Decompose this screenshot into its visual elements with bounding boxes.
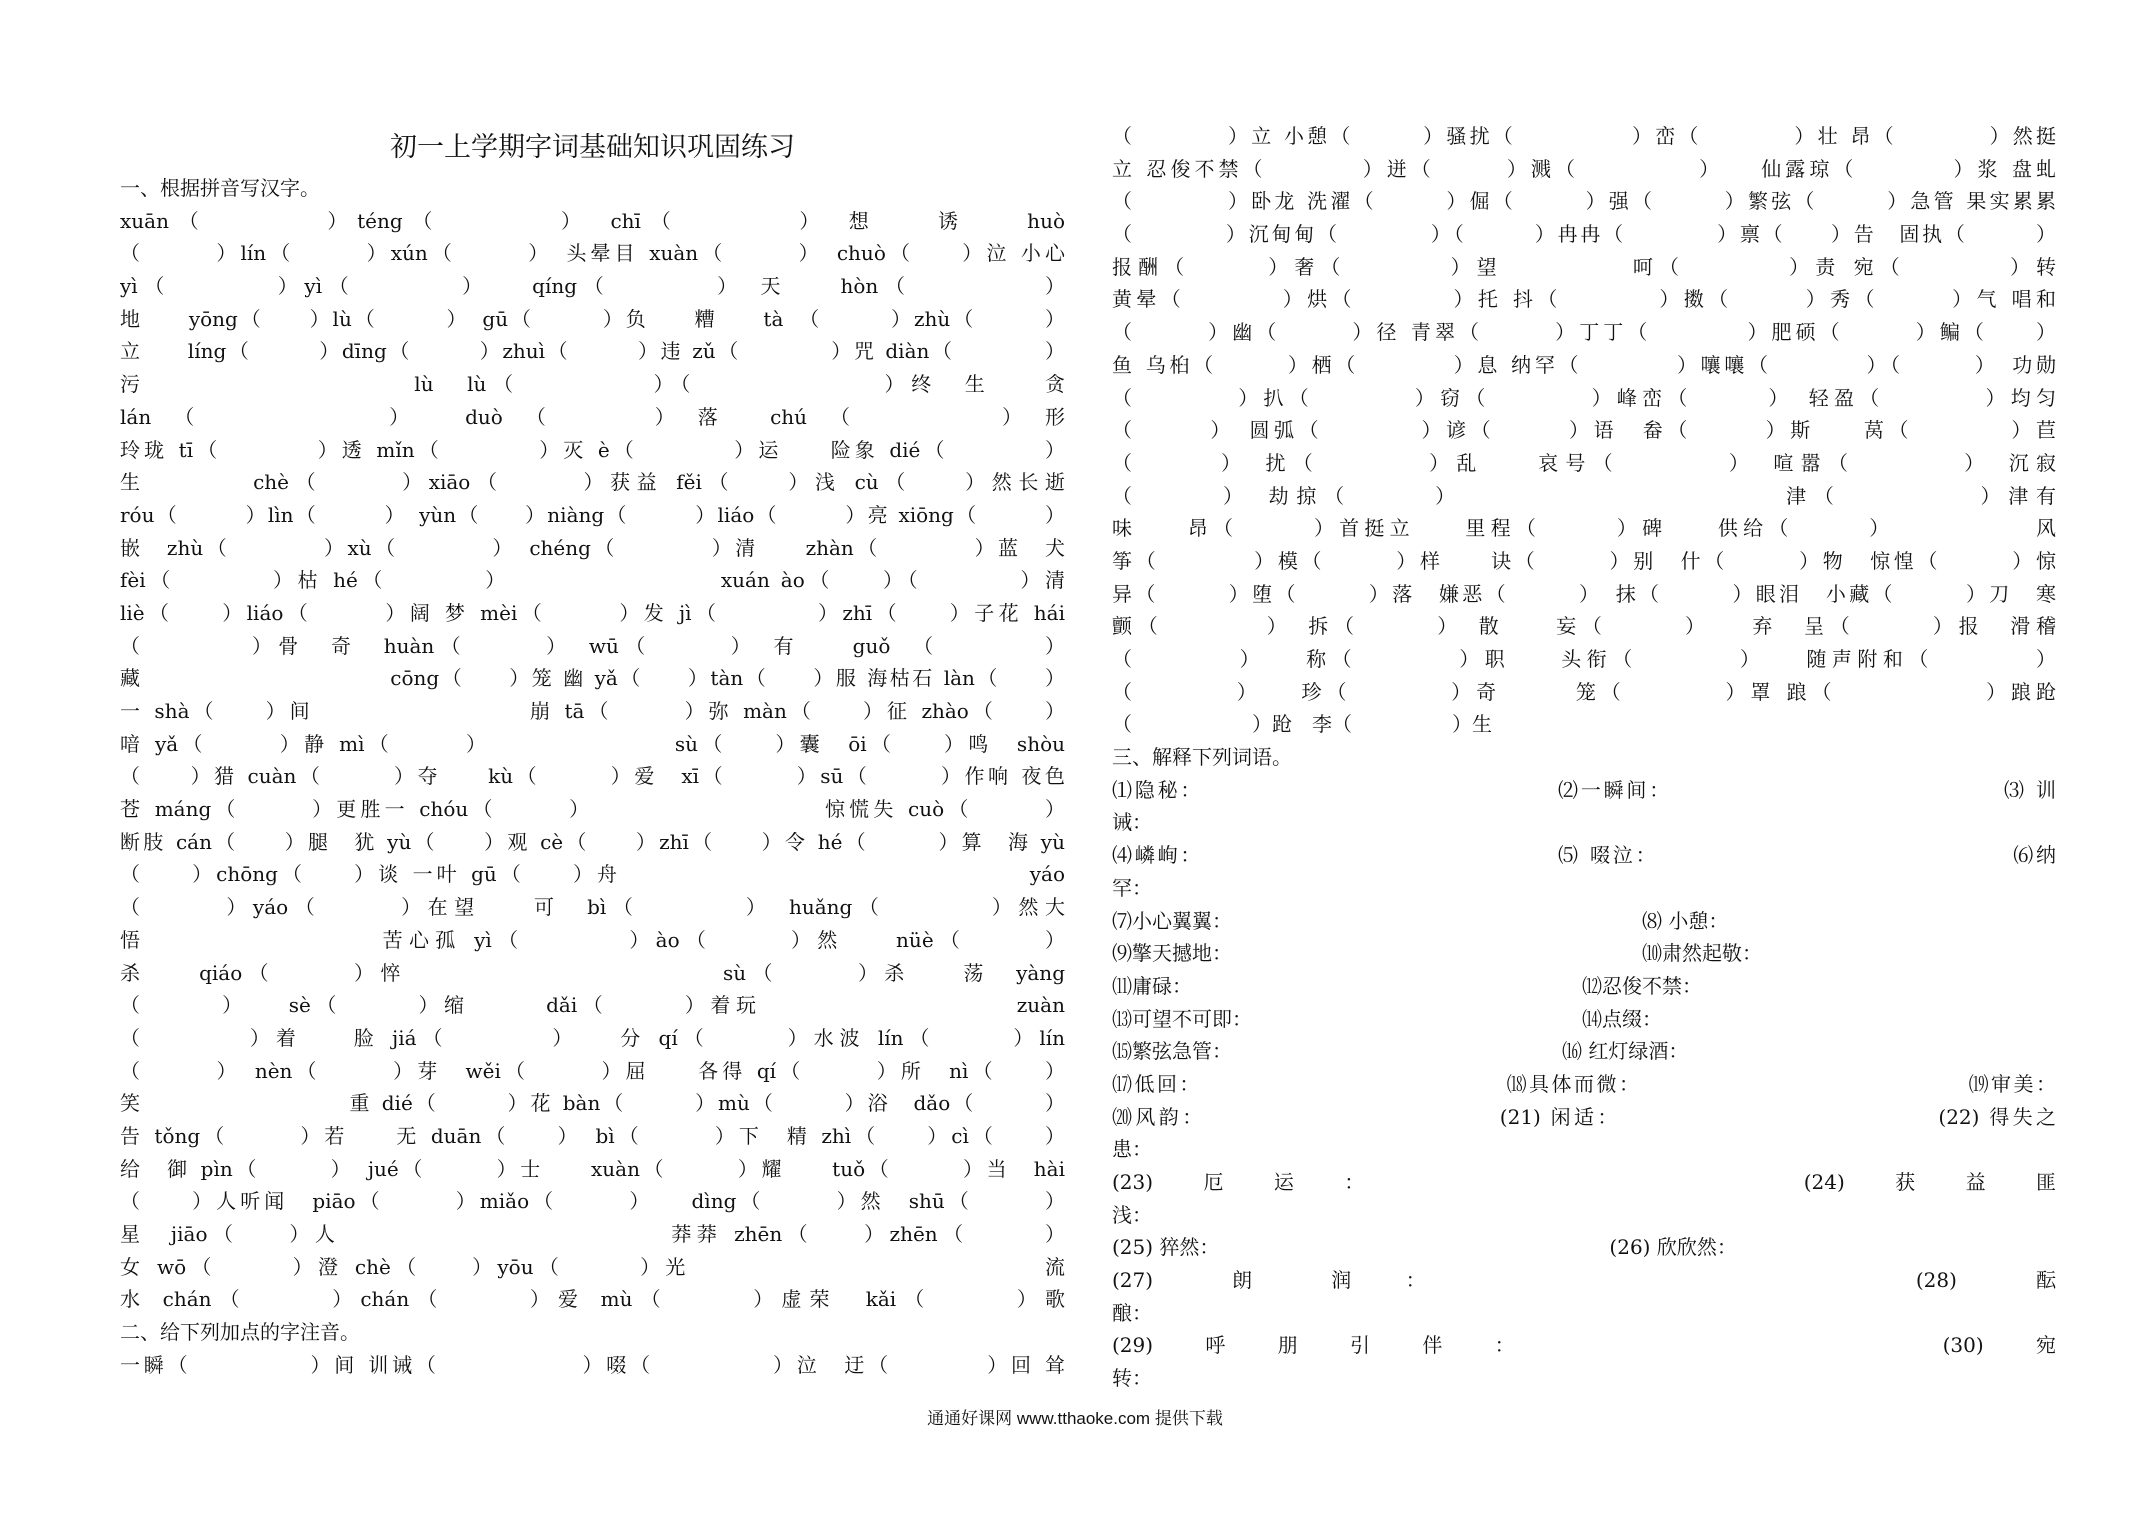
exercise-line: （ ）lín（ ）xún（ ） 头晕目 xuàn（ ） chuò（ ）泣 小心 [120, 241, 1065, 266]
exercise-line: ⒀可望不可即： ⒁点缀： [1112, 1006, 1662, 1031]
exercise-line: （ ） nèn（ ）芽 wěi（ ）屈 各得 qí（ ）所 nì（ ） [120, 1058, 1065, 1083]
exercise-line: ⒄低回： ⒅具体而微： ⒆审美： [1112, 1071, 2056, 1096]
exercise-line: 喑 yǎ（ ）静 mì（ ） sù（ ）囊 ōi（ ）鸣 shòu [120, 731, 1065, 756]
exercise-line: （ ）chōng（ ）谈 一叶 gū（ ）舟 yáo [120, 862, 1065, 887]
exercise-line: （ ） 称（ ）职 头衔（ ） 随声附和（ ） [1112, 647, 2056, 671]
exercise-line: 味 昂（ ）首挺立 里程（ ）碑 供给（ ） 风 [1112, 516, 2056, 541]
exercise-line: ⑷嶙峋： ⑸ 啜泣： ⑹纳 [1112, 843, 2056, 868]
exercise-line: (25) 猝然： (26) 欣欣然： [1112, 1235, 1737, 1260]
exercise-line: 星 jiāo（ ）人 莽莽 zhēn（ ）zhēn（ ） [120, 1222, 1065, 1246]
exercise-line: yì（ ）yì（ ） qíng（ ） 天 hòn（ ） [120, 274, 1065, 299]
exercise-line: （ ）扒（ ）窃（ ）峰峦（ ） 轻盈（ ）均匀 [1112, 385, 2056, 410]
exercise-line: xuān（ ）téng（ ） chī（ ） 想 诱 huò [120, 208, 1065, 233]
section-heading: 一、根据拼音写汉字。 [120, 176, 320, 200]
exercise-line: （ ）猎 cuàn（ ）夺 kù（ ）爱 xī（ ）sū（ ）作响 夜色 [120, 764, 1065, 789]
exercise-line: ⑺小心翼翼： ⑻ 小憩： [1112, 908, 1729, 933]
exercise-line: ⒇风韵： (21) 闲适： (22) 得失之 [1112, 1104, 2056, 1129]
exercise-line: （ ）yáo（ ）在望 可 bì（ ） huǎng（ ）然大 [120, 895, 1065, 920]
exercise-line: 生 chè（ ）xiāo（ ）获益 fěi（ ）浅 cù（ ）然长逝 [120, 470, 1065, 495]
exercise-line: 鱼 乌桕（ ）栖（ ）息 纳罕（ ）嚷嚷（ ）（ ） 功勋 [1112, 352, 2056, 377]
exercise-line: （ ）骨 奇 huàn（ ） wū（ ） 有 guǒ （ ） [120, 633, 1065, 658]
exercise-line: ⒂繁弦急管： ⒃ 红灯绿酒： [1112, 1039, 1689, 1064]
exercise-line: 悟 苦心孤 yì（ ）ào（ ）然 nüè（ ） [120, 927, 1065, 952]
exercise-line: （ ） 圆弧（ ）谚（ ）语 畚（ ）斯 莴（ ）苣 [1112, 418, 2056, 443]
exercise-line: ⑴隐秘： ⑵一瞬间： ⑶ 训 [1112, 777, 2056, 802]
exercise-line: （ ） sè（ ）缩 dǎi（ ）着玩 zuàn [120, 993, 1065, 1018]
exercise-line: 告 tǒng（ ）若 无 duān（ ） bì（ ）下 精 zhì（ ）cì（ ） [120, 1123, 1065, 1148]
exercise-line: 杀 qiáo（ ）悴 sù（ ）杀 荡 yàng [120, 960, 1065, 985]
exercise-line: 断肢 cán（ ）腿 犹 yù（ ）观 cè（ ）zhī（ ）令 hé（ ）算 海 yù [120, 829, 1065, 854]
exercise-line: 笑 重 dié（ ）花 bàn（ ）mù（ ）浴 dǎo（ ） [120, 1091, 1065, 1116]
exercise-line: 污 lù lù（ ）（ ）终 生 贪 [120, 372, 1065, 397]
left-exercise-lines [120, 172, 1065, 1381]
exercise-line: (29) 呼 朋 引 伴 ： (30) 宛 [1112, 1333, 2056, 1358]
exercise-line: 地 yōng（ ）lù（ ） gū（ ）负 糟 tà （ ）zhù（ ） [120, 306, 1065, 331]
exercise-line: （ ）立 小憩（ ）骚扰（ ）峦（ ）壮 昂（ ）然挺 [1112, 124, 2056, 148]
exercise-line: 转： [1112, 1366, 1152, 1391]
exercise-line: 立 líng（ ）dīng（ ）zhuì（ ）违 zǔ（ ）咒 diàn（ ） [120, 339, 1065, 364]
footer-credit: 通通好课网 www.tthaoke.com 提供下载 [927, 1409, 1223, 1428]
exercise-line: (27) 朗 润 ： (28) 酝 [1112, 1268, 2056, 1293]
exercise-line: 给 御 pìn（ ） jué（ ）士 xuàn（ ）耀 tuǒ（ ）当 hài [120, 1156, 1065, 1181]
exercise-line: lán（ ） duò（ ）落 chú（ ）形 [120, 404, 1065, 429]
exercise-line: 藏 cōng（ ）笼 幽 yǎ（ ）tàn（ ）服 海枯石 làn（ ） [120, 666, 1065, 691]
left-column [120, 128, 1065, 1381]
exercise-line: 诫： [1112, 810, 1152, 835]
exercise-line: 筝（ ）模（ ）样 诀（ ）别 什（ ）物 惊惶（ ）惊 [1112, 548, 2056, 573]
exercise-line: ⑾庸碌： ⑿忍俊不禁： [1112, 973, 1702, 998]
exercise-line: 罕： [1112, 875, 1152, 900]
exercise-line: 嵌 zhù（ ）xù（ ） chéng（ ）清 zhàn（ ）蓝 犬 [120, 535, 1065, 560]
exercise-line: 一瞬（ ）间 训诫（ ）啜（ ）泣 迂（ ）回 耸 [120, 1352, 1065, 1377]
exercise-line: （ ）着 脸 jiá（ ） 分 qí（ ）水波 lín（ ）lín [120, 1025, 1065, 1050]
exercise-line: （ ） 劫掠（ ） 津（ ）津有 [1112, 483, 2056, 508]
exercise-line: 浅： [1112, 1202, 1152, 1227]
exercise-line: 黄晕（ ）烘（ ）托 抖（ ）擞（ ）秀（ ）气 唱和 [1112, 287, 2056, 312]
exercise-line: （ ）幽（ ）径 青翠（ ）丁丁（ ）肥硕（ ）鳊（ ） [1112, 320, 2056, 345]
section-heading: 二、给下列加点的字注音。 [120, 1320, 360, 1345]
exercise-line: 苍 máng（ ）更胜一 chóu（ ） 惊慌失 cuò（ ） [120, 797, 1065, 822]
right-exercise-lines [1112, 120, 2056, 1395]
exercise-line: 玲珑 tī（ ）透 mǐn（ ）灭 è（ ）运 险象 dié（ ） [120, 437, 1065, 462]
exercise-line: （ ）沉甸甸（ ）（ ）冉冉（ ）禀（ ）告 固执（ ） [1112, 222, 2056, 247]
exercise-line: liè（ ）liáo（ ）阔 梦 mèi（ ）发 jì（ ）zhī（ ）子花 hái [120, 600, 1065, 625]
section-heading: 三、解释下列词语。 [1112, 745, 1292, 770]
exercise-line: (23) 厄 运 ： (24) 获 益 匪 [1112, 1170, 2056, 1194]
exercise-line: fèi（ ）枯 hé（ ） xuán ào（ ）（ ）清 [120, 568, 1065, 593]
exercise-line: （ ）人听闻 piāo（ ）miǎo（ ） dìng（ ）然 shū（ ） [120, 1189, 1065, 1214]
exercise-line: 颤（ ） 拆（ ） 散 妄（ ） 弃 呈（ ）报 滑稽 [1112, 614, 2056, 639]
exercise-line: 报酬（ ）奢（ ）望 呵（ ）责 宛（ ）转 [1112, 254, 2056, 279]
exercise-line: 异（ ）堕（ ）落 嫌恶（ ） 抹（ ）眼泪 小藏（ ）刀 寒 [1112, 581, 2056, 606]
exercise-line: ⑼擎天撼地： ⑽肃然起敬： [1112, 941, 1762, 966]
exercise-line: （ ）跄 李（ ）生 [1112, 712, 1492, 737]
exercise-line: 患： [1112, 1137, 1152, 1162]
right-column [1112, 120, 2056, 1395]
exercise-line: 一 shà（ ）间 崩 tā（ ）弥 màn（ ）征 zhào（ ） [120, 699, 1065, 723]
exercise-line: róu（ ）lìn（ ） yùn（ ）niàng（ ）liáo（ ）亮 xiōng（ ） [120, 502, 1065, 527]
exercise-line: 酿： [1112, 1300, 1152, 1325]
exercise-line: （ ） 珍（ ）奇 笼（ ）罩 踉（ ）踉跄 [1112, 679, 2056, 704]
exercise-line: 水 chán（ ）chán（ ）爱 mù（ ）虚荣 kǎi（ ）歌 [120, 1287, 1065, 1312]
exercise-line: 女 wō（ ）澄 chè（ ）yōu（ ）光 流 [120, 1254, 1065, 1279]
exercise-line: 立 忍俊不禁（ ）迸（ ）溅（ ） 仙露琼（ ）浆 盘虬 [1112, 156, 2056, 181]
page-title: 初一上学期字词基础知识巩固练习 [390, 132, 795, 163]
exercise-line: （ ） 扰（ ）乱 哀号（ ） 喧嚣（ ） 沉寂 [1112, 450, 2056, 475]
exercise-line: （ ）卧龙 洗濯（ ）倔（ ）强（ ）繁弦（ ）急管 果实累累 [1112, 189, 2056, 214]
